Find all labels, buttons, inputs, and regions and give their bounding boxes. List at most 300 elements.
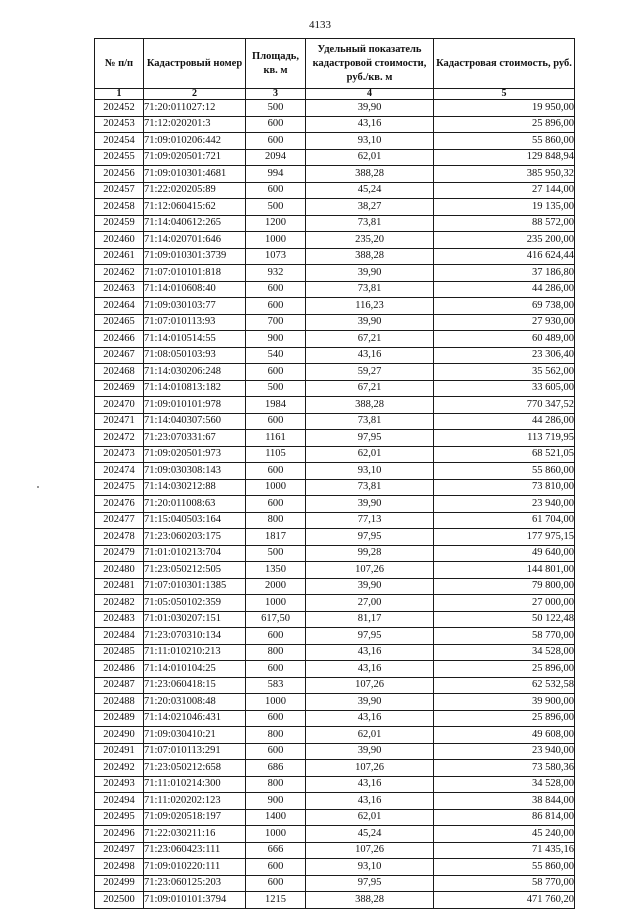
area-cell: 600 xyxy=(246,133,306,150)
row-number-cell: 202458 xyxy=(95,199,144,216)
specific-value-cell: 62,01 xyxy=(306,809,434,826)
specific-value-cell: 97,95 xyxy=(306,529,434,546)
cadastral-value-cell: 61 704,00 xyxy=(434,512,575,529)
specific-value-cell: 43,16 xyxy=(306,776,434,793)
cadastral-value-cell: 58 770,00 xyxy=(434,875,575,892)
cadastral-value-cell: 25 896,00 xyxy=(434,661,575,678)
area-cell: 1400 xyxy=(246,809,306,826)
cadastral-value-cell: 73 580,36 xyxy=(434,760,575,777)
area-cell: 600 xyxy=(246,116,306,133)
table-row xyxy=(95,512,575,529)
cadastral-number-cell: 71:20:031008:48 xyxy=(144,694,246,711)
cadastral-number-cell: 71:01:030207:151 xyxy=(144,611,246,628)
row-number-cell: 202499 xyxy=(95,875,144,892)
cadastral-number-cell: 71:09:030308:143 xyxy=(144,463,246,480)
table-row xyxy=(95,199,575,216)
table-row xyxy=(95,529,575,546)
area-cell: 600 xyxy=(246,496,306,513)
cadastral-number-cell: 71:09:010301:4681 xyxy=(144,166,246,183)
cadastral-value-cell: 49 640,00 xyxy=(434,545,575,562)
table-row xyxy=(95,677,575,694)
table-row xyxy=(95,298,575,315)
area-cell: 600 xyxy=(246,182,306,199)
cadastral-number-cell: 71:11:010210:213 xyxy=(144,644,246,661)
row-number-cell: 202472 xyxy=(95,430,144,447)
table-row xyxy=(95,562,575,579)
row-number-cell: 202468 xyxy=(95,364,144,381)
column-number: 2 xyxy=(144,89,246,100)
cadastral-number-cell: 71:14:040612:265 xyxy=(144,215,246,232)
specific-value-cell: 43,16 xyxy=(306,710,434,727)
cadastral-number-cell: 71:23:070331:67 xyxy=(144,430,246,447)
page-number: 4133 xyxy=(309,19,331,31)
row-number-cell: 202452 xyxy=(95,100,144,117)
row-number-cell: 202467 xyxy=(95,347,144,364)
specific-value-cell: 73,81 xyxy=(306,479,434,496)
area-cell: 2094 xyxy=(246,149,306,166)
row-number-cell: 202453 xyxy=(95,116,144,133)
column-numbering-row xyxy=(95,89,575,100)
table-row xyxy=(95,842,575,859)
specific-value-cell: 62,01 xyxy=(306,149,434,166)
specific-value-cell: 59,27 xyxy=(306,364,434,381)
row-number-cell: 202487 xyxy=(95,677,144,694)
cadastral-value-cell: 19 950,00 xyxy=(434,100,575,117)
row-number-cell: 202480 xyxy=(95,562,144,579)
cadastral-number-cell: 71:14:020701:646 xyxy=(144,232,246,249)
header-row-number: № п/п xyxy=(95,39,144,89)
area-cell: 600 xyxy=(246,281,306,298)
row-number-cell: 202465 xyxy=(95,314,144,331)
specific-value-cell: 97,95 xyxy=(306,875,434,892)
row-number-cell: 202485 xyxy=(95,644,144,661)
row-number-cell: 202456 xyxy=(95,166,144,183)
cadastral-value-cell: 385 950,32 xyxy=(434,166,575,183)
specific-value-cell: 43,16 xyxy=(306,347,434,364)
row-number-cell: 202477 xyxy=(95,512,144,529)
cadastral-value-cell: 113 719,95 xyxy=(434,430,575,447)
table-row xyxy=(95,116,575,133)
cadastral-number-cell: 71:20:011008:63 xyxy=(144,496,246,513)
table-row xyxy=(95,479,575,496)
cadastral-value-cell: 39 900,00 xyxy=(434,694,575,711)
cadastral-number-cell: 71:12:020201:3 xyxy=(144,116,246,133)
area-cell: 666 xyxy=(246,842,306,859)
cadastral-value-cell: 60 489,00 xyxy=(434,331,575,348)
cadastral-number-cell: 71:09:010101:3794 xyxy=(144,892,246,909)
area-cell: 1984 xyxy=(246,397,306,414)
table-row xyxy=(95,694,575,711)
header-area: Площадь, кв. м xyxy=(246,39,306,89)
area-cell: 500 xyxy=(246,100,306,117)
cadastral-number-cell: 71:11:010214:300 xyxy=(144,776,246,793)
cadastral-value-cell: 71 435,16 xyxy=(434,842,575,859)
table-row xyxy=(95,380,575,397)
row-number-cell: 202459 xyxy=(95,215,144,232)
area-cell: 800 xyxy=(246,644,306,661)
table-row xyxy=(95,793,575,810)
cadastral-value-cell: 25 896,00 xyxy=(434,710,575,727)
cadastral-value-cell: 55 860,00 xyxy=(434,859,575,876)
specific-value-cell: 39,90 xyxy=(306,743,434,760)
cadastral-number-cell: 71:23:070310:134 xyxy=(144,628,246,645)
row-number-cell: 202500 xyxy=(95,892,144,909)
cadastral-number-cell: 71:09:010206:442 xyxy=(144,133,246,150)
area-cell: 500 xyxy=(246,380,306,397)
cadastral-value-cell: 23 940,00 xyxy=(434,743,575,760)
table-row xyxy=(95,760,575,777)
column-number: 4 xyxy=(306,89,434,100)
cadastral-number-cell: 71:14:010608:40 xyxy=(144,281,246,298)
table-row xyxy=(95,364,575,381)
area-cell: 1073 xyxy=(246,248,306,265)
cadastral-number-cell: 71:14:030212:88 xyxy=(144,479,246,496)
cadastral-number-cell: 71:08:050103:93 xyxy=(144,347,246,364)
row-number-cell: 202484 xyxy=(95,628,144,645)
table-row xyxy=(95,875,575,892)
table-row xyxy=(95,644,575,661)
cadastral-number-cell: 71:07:010301:1385 xyxy=(144,578,246,595)
cadastral-value-cell: 23 306,40 xyxy=(434,347,575,364)
specific-value-cell: 81,17 xyxy=(306,611,434,628)
specific-value-cell: 107,26 xyxy=(306,677,434,694)
area-cell: 600 xyxy=(246,661,306,678)
cadastral-value-cell: 44 286,00 xyxy=(434,413,575,430)
row-number-cell: 202491 xyxy=(95,743,144,760)
row-number-cell: 202483 xyxy=(95,611,144,628)
table-row xyxy=(95,611,575,628)
cadastral-value-cell: 25 896,00 xyxy=(434,116,575,133)
specific-value-cell: 62,01 xyxy=(306,446,434,463)
cadastral-number-cell: 71:09:020501:973 xyxy=(144,446,246,463)
table-row xyxy=(95,430,575,447)
area-cell: 583 xyxy=(246,677,306,694)
area-cell: 1000 xyxy=(246,479,306,496)
cadastral-value-cell: 68 521,05 xyxy=(434,446,575,463)
table-row xyxy=(95,496,575,513)
table-row xyxy=(95,710,575,727)
row-number-cell: 202466 xyxy=(95,331,144,348)
row-number-cell: 202492 xyxy=(95,760,144,777)
specific-value-cell: 388,28 xyxy=(306,397,434,414)
row-number-cell: 202473 xyxy=(95,446,144,463)
area-cell: 1215 xyxy=(246,892,306,909)
cadastral-value-cell: 44 286,00 xyxy=(434,281,575,298)
cadastral-number-cell: 71:09:030103:77 xyxy=(144,298,246,315)
cadastral-number-cell: 71:22:030211:16 xyxy=(144,826,246,843)
area-cell: 500 xyxy=(246,199,306,216)
table-row xyxy=(95,248,575,265)
specific-value-cell: 43,16 xyxy=(306,661,434,678)
cadastral-value-cell: 27 144,00 xyxy=(434,182,575,199)
area-cell: 600 xyxy=(246,413,306,430)
cadastral-value-cell: 33 605,00 xyxy=(434,380,575,397)
specific-value-cell: 97,95 xyxy=(306,628,434,645)
cadastral-value-cell: 35 562,00 xyxy=(434,364,575,381)
specific-value-cell: 62,01 xyxy=(306,727,434,744)
cadastral-value-cell: 55 860,00 xyxy=(434,133,575,150)
cadastral-value-cell: 27 000,00 xyxy=(434,595,575,612)
cadastral-value-cell: 770 347,52 xyxy=(434,397,575,414)
cadastral-value-cell: 38 844,00 xyxy=(434,793,575,810)
cadastral-number-cell: 71:01:010213:704 xyxy=(144,545,246,562)
area-cell: 800 xyxy=(246,727,306,744)
table-row xyxy=(95,215,575,232)
cadastral-number-cell: 71:09:010101:978 xyxy=(144,397,246,414)
area-cell: 1000 xyxy=(246,694,306,711)
table-row xyxy=(95,413,575,430)
table-row xyxy=(95,314,575,331)
cadastral-number-cell: 71:14:010514:55 xyxy=(144,331,246,348)
table-row xyxy=(95,166,575,183)
table-body xyxy=(95,100,575,909)
cadastral-number-cell: 71:09:030410:21 xyxy=(144,727,246,744)
row-number-cell: 202460 xyxy=(95,232,144,249)
table-row xyxy=(95,463,575,480)
specific-value-cell: 388,28 xyxy=(306,248,434,265)
stray-mark xyxy=(37,486,39,488)
area-cell: 600 xyxy=(246,710,306,727)
cadastral-value-cell: 23 940,00 xyxy=(434,496,575,513)
table-row xyxy=(95,595,575,612)
row-number-cell: 202498 xyxy=(95,859,144,876)
row-number-cell: 202476 xyxy=(95,496,144,513)
cadastral-number-cell: 71:14:010813:182 xyxy=(144,380,246,397)
area-cell: 600 xyxy=(246,875,306,892)
row-number-cell: 202482 xyxy=(95,595,144,612)
specific-value-cell: 45,24 xyxy=(306,826,434,843)
area-cell: 600 xyxy=(246,628,306,645)
row-number-cell: 202475 xyxy=(95,479,144,496)
row-number-cell: 202471 xyxy=(95,413,144,430)
cadastral-value-cell: 416 624,44 xyxy=(434,248,575,265)
cadastral-number-cell: 71:09:010301:3739 xyxy=(144,248,246,265)
cadastral-number-cell: 71:07:010113:291 xyxy=(144,743,246,760)
area-cell: 900 xyxy=(246,331,306,348)
cadastral-value-cell: 88 572,00 xyxy=(434,215,575,232)
row-number-cell: 202474 xyxy=(95,463,144,480)
cadastral-value-cell: 69 738,00 xyxy=(434,298,575,315)
cadastral-value-cell: 58 770,00 xyxy=(434,628,575,645)
cadastral-number-cell: 71:05:050102:359 xyxy=(144,595,246,612)
cadastral-number-cell: 71:11:020202:123 xyxy=(144,793,246,810)
cadastral-number-cell: 71:14:040307:560 xyxy=(144,413,246,430)
table-row xyxy=(95,446,575,463)
row-number-cell: 202495 xyxy=(95,809,144,826)
cadastral-number-cell: 71:07:010101:818 xyxy=(144,265,246,282)
specific-value-cell: 39,90 xyxy=(306,578,434,595)
cadastral-number-cell: 71:14:010104:25 xyxy=(144,661,246,678)
table-row xyxy=(95,232,575,249)
row-number-cell: 202490 xyxy=(95,727,144,744)
area-cell: 2000 xyxy=(246,578,306,595)
row-number-cell: 202479 xyxy=(95,545,144,562)
area-cell: 500 xyxy=(246,545,306,562)
specific-value-cell: 97,95 xyxy=(306,430,434,447)
cadastral-value-cell: 27 930,00 xyxy=(434,314,575,331)
row-number-cell: 202493 xyxy=(95,776,144,793)
area-cell: 994 xyxy=(246,166,306,183)
row-number-cell: 202486 xyxy=(95,661,144,678)
cadastral-value-table xyxy=(94,38,575,909)
specific-value-cell: 73,81 xyxy=(306,281,434,298)
cadastral-value-cell: 37 186,80 xyxy=(434,265,575,282)
specific-value-cell: 73,81 xyxy=(306,413,434,430)
table-row xyxy=(95,331,575,348)
header-cadastral-value: Кадастровая стоимость, руб. xyxy=(434,39,575,89)
cadastral-value-cell: 34 528,00 xyxy=(434,644,575,661)
specific-value-cell: 107,26 xyxy=(306,760,434,777)
specific-value-cell: 93,10 xyxy=(306,133,434,150)
cadastral-value-cell: 62 532,58 xyxy=(434,677,575,694)
area-cell: 932 xyxy=(246,265,306,282)
area-cell: 600 xyxy=(246,859,306,876)
specific-value-cell: 39,90 xyxy=(306,265,434,282)
row-number-cell: 202457 xyxy=(95,182,144,199)
cadastral-number-cell: 71:23:050212:505 xyxy=(144,562,246,579)
row-number-cell: 202478 xyxy=(95,529,144,546)
row-number-cell: 202489 xyxy=(95,710,144,727)
row-number-cell: 202461 xyxy=(95,248,144,265)
row-number-cell: 202488 xyxy=(95,694,144,711)
row-number-cell: 202470 xyxy=(95,397,144,414)
row-number-cell: 202469 xyxy=(95,380,144,397)
row-number-cell: 202494 xyxy=(95,793,144,810)
area-cell: 1000 xyxy=(246,595,306,612)
area-cell: 600 xyxy=(246,364,306,381)
cadastral-number-cell: 71:23:060418:15 xyxy=(144,677,246,694)
table-row xyxy=(95,281,575,298)
table-row xyxy=(95,859,575,876)
specific-value-cell: 67,21 xyxy=(306,331,434,348)
table-row xyxy=(95,133,575,150)
cadastral-value-cell: 144 801,00 xyxy=(434,562,575,579)
table-row xyxy=(95,661,575,678)
specific-value-cell: 107,26 xyxy=(306,842,434,859)
table-row xyxy=(95,149,575,166)
area-cell: 617,50 xyxy=(246,611,306,628)
cadastral-number-cell: 71:20:011027:12 xyxy=(144,100,246,117)
table-row xyxy=(95,776,575,793)
cadastral-value-cell: 129 848,94 xyxy=(434,149,575,166)
specific-value-cell: 43,16 xyxy=(306,644,434,661)
column-number: 5 xyxy=(434,89,575,100)
header-specific-value: Удельный показатель кадастровой стоимости, руб./кв. м xyxy=(306,39,434,89)
area-cell: 600 xyxy=(246,463,306,480)
cadastral-value-cell: 471 760,20 xyxy=(434,892,575,909)
cadastral-number-cell: 71:23:050212:658 xyxy=(144,760,246,777)
row-number-cell: 202481 xyxy=(95,578,144,595)
cadastral-value-cell: 19 135,00 xyxy=(434,199,575,216)
specific-value-cell: 43,16 xyxy=(306,116,434,133)
table-row xyxy=(95,545,575,562)
cadastral-number-cell: 71:09:020518:197 xyxy=(144,809,246,826)
table-row xyxy=(95,265,575,282)
area-cell: 1105 xyxy=(246,446,306,463)
area-cell: 686 xyxy=(246,760,306,777)
specific-value-cell: 116,23 xyxy=(306,298,434,315)
table-row xyxy=(95,182,575,199)
area-cell: 800 xyxy=(246,512,306,529)
table-row xyxy=(95,100,575,117)
cadastral-value-cell: 73 810,00 xyxy=(434,479,575,496)
specific-value-cell: 43,16 xyxy=(306,793,434,810)
cadastral-number-cell: 71:09:020501:721 xyxy=(144,149,246,166)
cadastral-value-cell: 45 240,00 xyxy=(434,826,575,843)
cadastral-value-cell: 235 200,00 xyxy=(434,232,575,249)
column-number: 1 xyxy=(95,89,144,100)
row-number-cell: 202455 xyxy=(95,149,144,166)
table-row xyxy=(95,347,575,364)
area-cell: 1000 xyxy=(246,826,306,843)
table-row xyxy=(95,809,575,826)
cadastral-number-cell: 71:09:010220:111 xyxy=(144,859,246,876)
specific-value-cell: 388,28 xyxy=(306,166,434,183)
specific-value-cell: 39,90 xyxy=(306,496,434,513)
area-cell: 1161 xyxy=(246,430,306,447)
cadastral-value-cell: 79 800,00 xyxy=(434,578,575,595)
specific-value-cell: 93,10 xyxy=(306,463,434,480)
row-number-cell: 202464 xyxy=(95,298,144,315)
specific-value-cell: 39,90 xyxy=(306,314,434,331)
table-row xyxy=(95,578,575,595)
cadastral-value-cell: 50 122,48 xyxy=(434,611,575,628)
row-number-cell: 202496 xyxy=(95,826,144,843)
specific-value-cell: 39,90 xyxy=(306,694,434,711)
cadastral-number-cell: 71:15:040503:164 xyxy=(144,512,246,529)
cadastral-value-cell: 34 528,00 xyxy=(434,776,575,793)
table-row xyxy=(95,628,575,645)
area-cell: 900 xyxy=(246,793,306,810)
table-row xyxy=(95,727,575,744)
specific-value-cell: 93,10 xyxy=(306,859,434,876)
cadastral-number-cell: 71:14:021046:431 xyxy=(144,710,246,727)
cadastral-number-cell: 71:23:060203:175 xyxy=(144,529,246,546)
header-cadastral-number: Кадастровый номер xyxy=(144,39,246,89)
row-number-cell: 202462 xyxy=(95,265,144,282)
cadastral-value-cell: 86 814,00 xyxy=(434,809,575,826)
cadastral-number-cell: 71:14:030206:248 xyxy=(144,364,246,381)
area-cell: 1350 xyxy=(246,562,306,579)
specific-value-cell: 38,27 xyxy=(306,199,434,216)
cadastral-number-cell: 71:23:060125:203 xyxy=(144,875,246,892)
area-cell: 1817 xyxy=(246,529,306,546)
cadastral-value-cell: 49 608,00 xyxy=(434,727,575,744)
table-header-row xyxy=(95,39,575,89)
table-row xyxy=(95,892,575,909)
specific-value-cell: 99,28 xyxy=(306,545,434,562)
cadastral-number-cell: 71:12:060415:62 xyxy=(144,199,246,216)
area-cell: 800 xyxy=(246,776,306,793)
row-number-cell: 202454 xyxy=(95,133,144,150)
table-row xyxy=(95,743,575,760)
specific-value-cell: 77,13 xyxy=(306,512,434,529)
table-row xyxy=(95,397,575,414)
cadastral-number-cell: 71:22:020205:89 xyxy=(144,182,246,199)
row-number-cell: 202463 xyxy=(95,281,144,298)
area-cell: 1200 xyxy=(246,215,306,232)
specific-value-cell: 107,26 xyxy=(306,562,434,579)
cadastral-number-cell: 71:23:060423:111 xyxy=(144,842,246,859)
row-number-cell: 202497 xyxy=(95,842,144,859)
table-row xyxy=(95,826,575,843)
area-cell: 540 xyxy=(246,347,306,364)
area-cell: 600 xyxy=(246,743,306,760)
column-number: 3 xyxy=(246,89,306,100)
cadastral-number-cell: 71:07:010113:93 xyxy=(144,314,246,331)
specific-value-cell: 73,81 xyxy=(306,215,434,232)
specific-value-cell: 67,21 xyxy=(306,380,434,397)
